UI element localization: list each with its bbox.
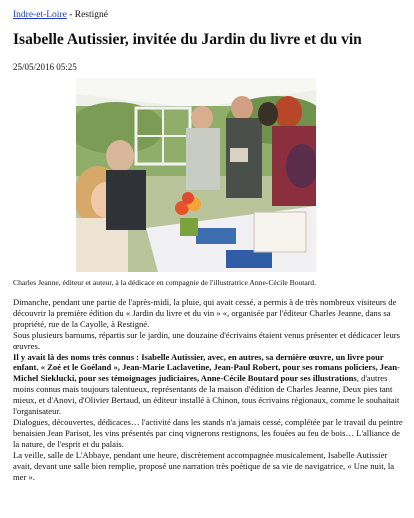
article-paragraph <box>13 352 405 417</box>
photo-illustration <box>76 78 316 272</box>
article-bold-text: Il y avait là des noms très connus : Isabelle Autissier, avec, en autres, sa dernière œuvre, un livre pour enfant. « Zoé et le Goéland », Jean-Marie Laclavetine, Jean-Paul Robert, pour ses romans policiers, Jean-Michel Sieklucki, pour ses témoignages judiciaires, Anne-Cécile Boutard pour ses illustrations <box>13 351 400 384</box>
photo-caption: Charles Jeanne, éditeur et auteur, à la dédicace en compagnie de l'illustratrice Anne-Cécile Boutard. <box>13 278 316 287</box>
article-paragraph: La veille, salle de L'Abbaye, pendant une heure, discrètement accompagnée musicalement, Isabelle Autissier avait, devant une salle bien remplie, proposé une narration très poétique de sa vie de navigatrice, « Une nuit, la mer ». <box>13 449 395 482</box>
article-paragraph: Sous plusieurs barnums, répartis sur le jardin, une douzaine d'écrivains étaient venus présenter et dédicacer leurs œuvres. <box>13 329 400 351</box>
article-paragraph: Dimanche, pendant une partie de l'après-midi, la pluie, qui avait cessé, a permis à de très nombreux visiteurs de découvrir la première édition du « Jardin du livre et du vin » «, organisée par l'éditeur Charles Jeanne, dans sa propriété, rue de la Cayolle, à Restigné. <box>13 297 397 329</box>
article-paragraph: Dialogues, découvertes, dédicaces… l'activité dans les stands n'a jamais cessé, complétée par le travail du peintre benaisien Jean Parisot, les vins présentés par cinq vignerons restignons, les fouées au feu de bois… L'alliance de la nature, de l'esprit et du palais. <box>13 416 403 449</box>
article-text: , d'autres moins connus mais toujours talentueux, représentants de la maison d'édition de Charles Jeanne, Deux pies tant mieux, et d'Anovi, d'Olivier Bertaud, un éditeur installé à Chinon, tous écrivains régionaux, comme le souhaitait l'organisateur. <box>13 373 400 417</box>
breadcrumb-separator: - <box>66 10 75 20</box>
article-title: Isabelle Autissier, invitée du Jardin du livre et du vin <box>13 31 362 48</box>
article-photo <box>76 78 316 272</box>
breadcrumb <box>13 9 108 21</box>
article-body <box>13 297 405 482</box>
breadcrumb-category-link[interactable]: Indre-et-Loire <box>13 10 67 20</box>
article-date: 25/05/2016 05:25 <box>13 62 77 72</box>
breadcrumb-location: Restigné <box>74 10 108 20</box>
